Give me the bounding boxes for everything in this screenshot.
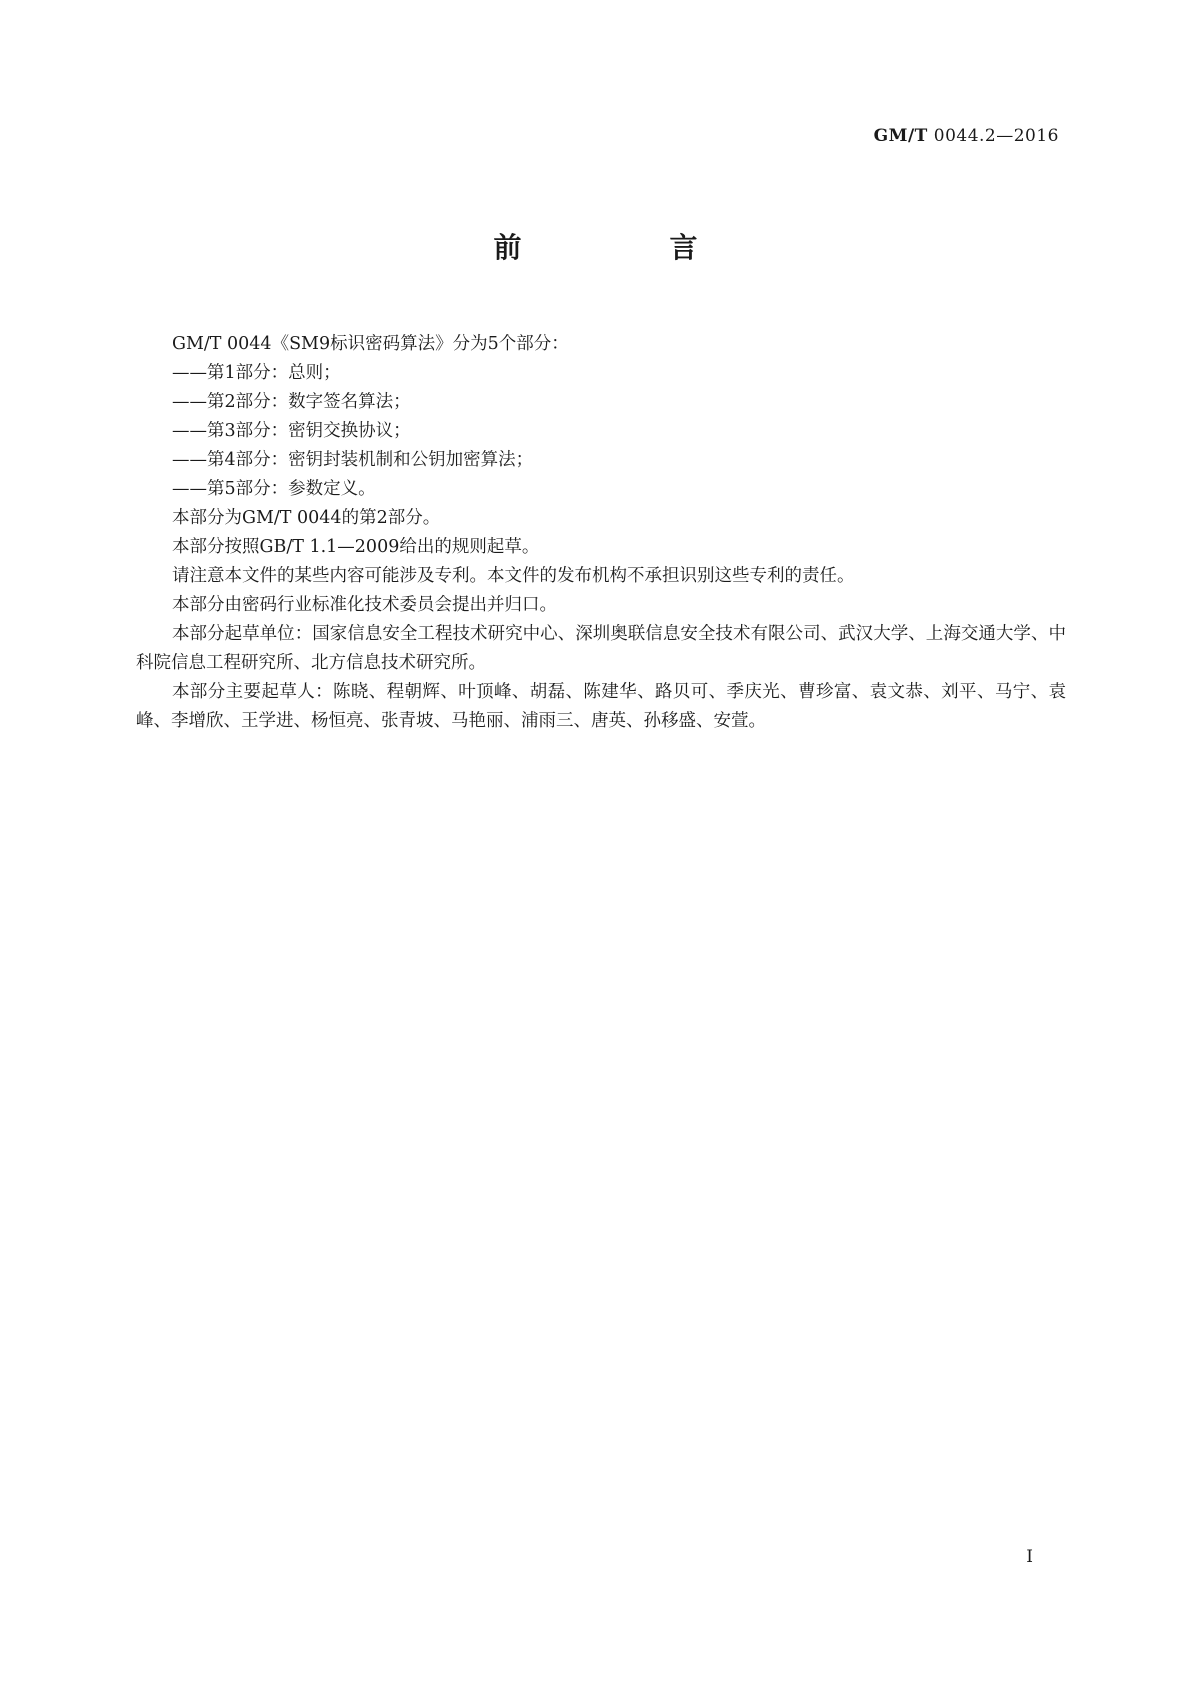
standard-prefix: GM/T (873, 126, 928, 146)
intro-paragraph: GM/T 0044《SM9标识密码算法》分为5个部分： (172, 334, 569, 354)
part-list-item: ——第2部分：数字签名算法； (172, 392, 411, 412)
part-list-item: ——第5部分：参数定义。 (172, 479, 376, 499)
paragraph-patent-notice: 请注意本文件的某些内容可能涉及专利。本文件的发布机构不承担识别这些专利的责任。 (172, 566, 855, 586)
standard-number: 0044.2—2016 (933, 126, 1059, 146)
paragraph-drafting-rules: 本部分按照GB/T 1.1—2009给出的规则起草。 (172, 537, 540, 557)
standard-code (874, 126, 1059, 146)
page-title: 前 言 (493, 231, 758, 264)
part-list-item: ——第1部分：总则； (172, 363, 341, 383)
paragraph-drafting-units: 本部分起草单位：国家信息安全工程技术研究中心、深圳奥联信息安全技术有限公司、武汉大学、上海交通大学、中科院信息工程研究所、北方信息技术研究所。 (136, 624, 1066, 673)
page-number: I (1026, 1547, 1033, 1567)
paragraph-drafters: 本部分主要起草人：陈晓、程朝辉、叶顶峰、胡磊、陈建华、路贝可、季庆光、曹珍富、袁文恭、刘平、马宁、袁峰、李增欣、王学进、杨恒亮、张青坡、马艳丽、浦雨三、唐英、孙移盛、安萱。 (136, 682, 1066, 731)
paragraph-proposer: 本部分由密码行业标准化技术委员会提出并归口。 (172, 595, 557, 615)
paragraph-part-statement: 本部分为GM/T 0044的第2部分。 (172, 508, 441, 528)
part-list-item: ——第3部分：密钥交换协议； (172, 421, 411, 441)
foreword-body (136, 330, 1066, 736)
part-list-item: ——第4部分：密钥封装机制和公钥加密算法； (172, 450, 534, 470)
